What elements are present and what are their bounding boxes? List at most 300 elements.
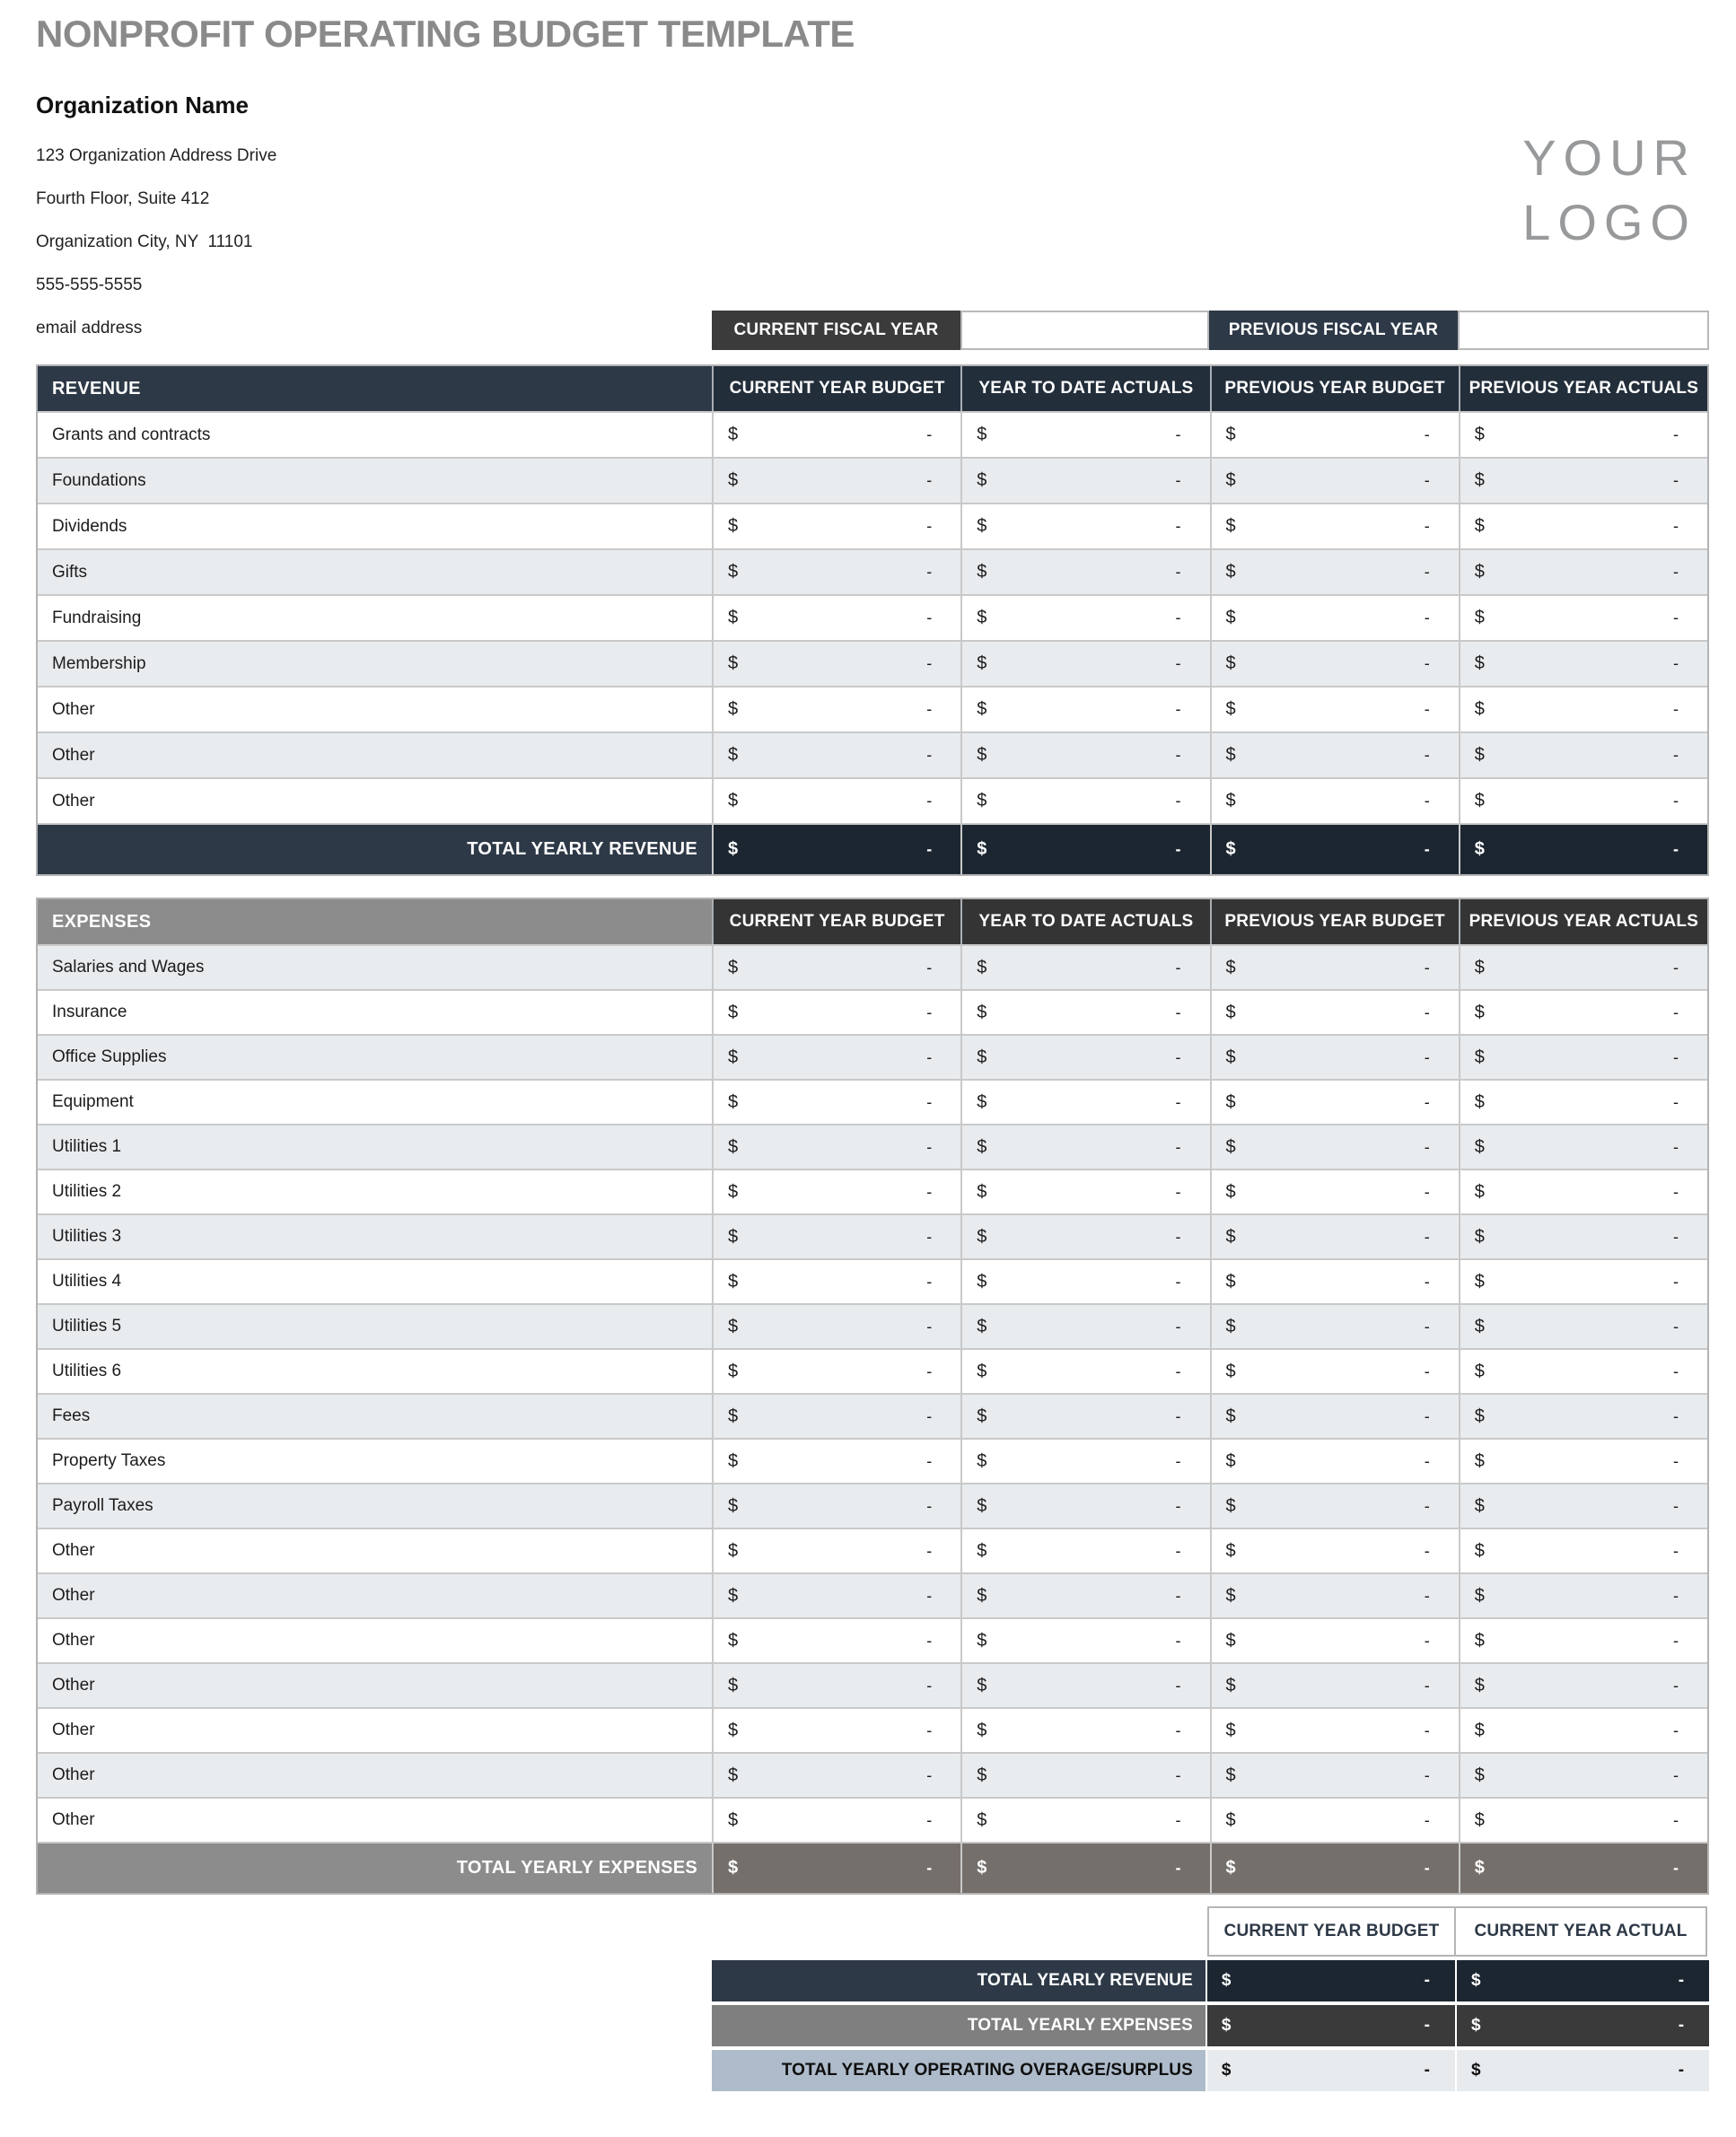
expenses-row-label: Other (52, 1676, 95, 1695)
amount-cell[interactable] (960, 1440, 1209, 1483)
empty-amount: - (1424, 1272, 1430, 1291)
amount-cell[interactable] (1210, 825, 1459, 874)
expenses-row-label: Equipment (52, 1092, 134, 1111)
empty-amount: - (1175, 1451, 1181, 1470)
empty-amount: - (1673, 1859, 1679, 1877)
amount-cell[interactable] (1210, 1081, 1459, 1124)
amount-cell[interactable] (960, 733, 1209, 777)
empty-amount: - (1673, 1631, 1679, 1650)
org-address-line: Fourth Floor, Suite 412 (36, 189, 210, 208)
amount-cell[interactable] (1459, 1844, 1707, 1893)
empty-amount: - (926, 654, 933, 672)
currency-symbol: $ (1474, 1226, 1485, 1247)
summary-row (712, 1960, 1709, 2001)
empty-amount: - (926, 1137, 933, 1156)
currency-symbol: $ (977, 562, 987, 582)
amount-cell[interactable] (712, 1350, 960, 1393)
column-header: YEAR TO DATE ACTUALS (960, 366, 1209, 411)
amount-cell[interactable] (1210, 504, 1459, 548)
currency-symbol: $ (977, 699, 987, 719)
expenses-row-label: Other (52, 1721, 95, 1739)
amount-cell[interactable] (712, 1664, 960, 1707)
empty-amount: - (1678, 1971, 1685, 1990)
amount-cell[interactable] (1457, 2050, 1709, 2091)
currency-symbol: $ (728, 562, 739, 582)
currency-symbol: $ (1474, 1809, 1485, 1830)
currency-symbol: $ (1225, 957, 1236, 977)
currency-symbol: $ (728, 1316, 739, 1336)
expenses-column-headers (712, 899, 1707, 944)
amount-cell[interactable] (1210, 642, 1459, 686)
currency-symbol: $ (1474, 1675, 1485, 1695)
currency-symbol: $ (728, 1540, 739, 1561)
revenue-row-label: Other (52, 745, 95, 765)
currency-symbol: $ (728, 1585, 739, 1606)
empty-amount: - (1424, 1586, 1430, 1605)
amount-cell[interactable] (1210, 1036, 1459, 1079)
empty-amount: - (926, 1631, 933, 1650)
amount-cell[interactable] (1210, 1395, 1459, 1438)
amount-cell[interactable] (712, 1395, 960, 1438)
currency-symbol: $ (977, 1361, 987, 1381)
amount-cell[interactable] (1459, 946, 1707, 989)
empty-amount: - (1175, 792, 1181, 810)
amount-cell[interactable] (1459, 688, 1707, 731)
currency-symbol: $ (1474, 562, 1485, 582)
amount-cell[interactable] (1459, 550, 1707, 594)
expenses-row-label: Fees (52, 1406, 91, 1425)
summary-column-headers (1207, 1906, 1709, 1957)
amount-cell[interactable] (960, 1709, 1209, 1752)
amount-cell[interactable] (960, 825, 1209, 874)
amount-cell[interactable] (1459, 991, 1707, 1034)
amount-cell[interactable] (712, 596, 960, 640)
amount-cell[interactable] (1210, 1619, 1459, 1662)
empty-amount: - (1175, 1721, 1181, 1739)
currency-symbol: $ (1225, 1047, 1236, 1067)
amount-cell[interactable] (712, 825, 960, 874)
amount-cell[interactable] (712, 779, 960, 823)
expenses-row-label: Utilities 2 (52, 1182, 122, 1201)
amount-cell[interactable] (1459, 779, 1707, 823)
empty-amount: - (1673, 654, 1679, 672)
amount-cell[interactable] (712, 946, 960, 989)
empty-amount: - (1424, 840, 1430, 858)
expenses-row (38, 1483, 1707, 1528)
revenue-row-label: Dividends (52, 516, 127, 536)
amount-cell[interactable] (1210, 733, 1459, 777)
amount-cell[interactable] (1459, 1036, 1707, 1079)
empty-amount: - (1424, 792, 1430, 810)
organization-name: Organization Name (36, 92, 249, 118)
currency-symbol: $ (1225, 1181, 1236, 1202)
currency-symbol: $ (1474, 791, 1485, 810)
empty-amount: - (1424, 1859, 1430, 1877)
amount-cell[interactable] (712, 1709, 960, 1752)
currency-symbol: $ (1474, 1136, 1485, 1157)
amount-cell[interactable] (1459, 596, 1707, 640)
currency-symbol: $ (1225, 1675, 1236, 1695)
empty-amount: - (1424, 2016, 1430, 2035)
amount-cell[interactable] (1459, 1754, 1707, 1797)
empty-amount: - (1673, 1451, 1679, 1470)
amount-cell[interactable] (1210, 1260, 1459, 1303)
amount-cell[interactable] (1207, 2005, 1455, 2046)
currency-symbol: $ (728, 1181, 739, 1202)
currency-symbol: $ (728, 1809, 739, 1830)
expenses-row-label: Utilities 6 (52, 1362, 122, 1380)
amount-cell[interactable] (1210, 1529, 1459, 1572)
amount-cell[interactable] (1210, 779, 1459, 823)
amount-cell[interactable] (1210, 1709, 1459, 1752)
expenses-row (38, 1752, 1707, 1797)
currency-symbol: $ (1474, 1858, 1485, 1878)
currency-symbol: $ (977, 1316, 987, 1336)
empty-amount: - (926, 517, 933, 535)
currency-symbol: $ (1474, 839, 1485, 859)
empty-amount: - (1175, 1317, 1181, 1336)
currency-symbol: $ (1225, 470, 1236, 490)
amount-cell[interactable] (960, 1081, 1209, 1124)
amount-cell[interactable] (1459, 1081, 1707, 1124)
amount-cell[interactable] (960, 1844, 1209, 1893)
amount-cell[interactable] (960, 1574, 1209, 1617)
expenses-row (38, 1662, 1707, 1707)
empty-amount: - (1175, 1092, 1181, 1111)
summary-row (712, 2050, 1709, 2091)
amount-cell[interactable] (1210, 1215, 1459, 1258)
amount-cell[interactable] (1210, 1170, 1459, 1213)
amount-cell[interactable] (712, 1215, 960, 1258)
amount-cell[interactable] (960, 459, 1209, 503)
amount-cell[interactable] (712, 1529, 960, 1572)
amount-cell[interactable] (960, 1754, 1209, 1797)
revenue-row (38, 640, 1707, 686)
column-header: CURRENT YEAR BUDGET (712, 899, 960, 944)
amount-cell[interactable] (712, 1485, 960, 1528)
amount-cell[interactable] (1210, 1754, 1459, 1797)
amount-cell[interactable] (712, 1081, 960, 1124)
empty-amount: - (1673, 609, 1679, 626)
amount-cell[interactable] (960, 1350, 1209, 1393)
empty-amount: - (1673, 1227, 1679, 1246)
revenue-total-cells (712, 825, 1707, 874)
currency-symbol: $ (1474, 1091, 1485, 1112)
expenses-total-cells (712, 1844, 1707, 1893)
empty-amount: - (1175, 1003, 1181, 1021)
amount-cell[interactable] (960, 991, 1209, 1034)
currency-symbol: $ (977, 1226, 987, 1247)
amount-cell[interactable] (712, 1754, 960, 1797)
currency-symbol: $ (1225, 1091, 1236, 1112)
amount-cell[interactable] (1210, 550, 1459, 594)
currency-symbol: $ (1225, 1136, 1236, 1157)
amount-cell[interactable] (712, 991, 960, 1034)
amount-cell[interactable] (1459, 1440, 1707, 1483)
amount-cell[interactable] (960, 1125, 1209, 1169)
currency-symbol: $ (1225, 1858, 1236, 1878)
amount-cell[interactable] (960, 642, 1209, 686)
amount-cell[interactable] (1207, 1960, 1455, 2001)
empty-amount: - (1175, 609, 1181, 626)
amount-cell[interactable] (960, 1529, 1209, 1572)
amount-cell[interactable] (1210, 1350, 1459, 1393)
empty-amount: - (1424, 2061, 1430, 2080)
amount-cell[interactable] (1210, 1125, 1459, 1169)
amount-cell[interactable] (712, 642, 960, 686)
currency-symbol: $ (1474, 1181, 1485, 1202)
empty-amount: - (926, 1859, 933, 1877)
amount-cell[interactable] (712, 459, 960, 503)
expenses-row-label: Other (52, 1765, 95, 1784)
logo-line-1: YOUR (1522, 129, 1697, 186)
empty-amount: - (1678, 2061, 1685, 2080)
currency-symbol: $ (977, 839, 987, 859)
currency-symbol: $ (1225, 699, 1236, 719)
empty-amount: - (926, 1765, 933, 1784)
amount-cell[interactable] (712, 688, 960, 731)
amount-cell[interactable] (1210, 1440, 1459, 1483)
amount-cell[interactable] (960, 946, 1209, 989)
amount-cell[interactable] (1459, 1574, 1707, 1617)
page-title: NONPROFIT OPERATING BUDGET TEMPLATE (36, 13, 855, 55)
amount-cell[interactable] (712, 1844, 960, 1893)
amount-cell[interactable] (960, 1395, 1209, 1438)
currency-symbol: $ (1474, 1720, 1485, 1740)
empty-amount: - (1175, 1137, 1181, 1156)
amount-cell[interactable] (1459, 1260, 1707, 1303)
currency-symbol: $ (728, 1002, 739, 1022)
currency-symbol: $ (1225, 1585, 1236, 1606)
currency-symbol: $ (728, 1858, 739, 1878)
revenue-row-label: Grants and contracts (52, 425, 211, 444)
expenses-row-label: Utilities 1 (52, 1137, 122, 1156)
amount-cell[interactable] (960, 779, 1209, 823)
amount-cell[interactable] (1459, 1125, 1707, 1169)
currency-symbol: $ (977, 1002, 987, 1022)
amount-cell[interactable] (712, 1125, 960, 1169)
amount-cell[interactable] (712, 1574, 960, 1617)
empty-amount: - (1424, 1496, 1430, 1515)
revenue-row-label: Other (52, 791, 95, 810)
org-address-line: 555-555-5555 (36, 276, 143, 294)
currency-symbol: $ (728, 1450, 739, 1471)
amount-cell[interactable] (1459, 1799, 1707, 1842)
amount-cell[interactable] (1459, 1395, 1707, 1438)
empty-amount: - (1673, 1317, 1679, 1336)
summary-table (712, 1906, 1709, 2091)
currency-symbol: $ (1225, 745, 1236, 765)
org-address-line: Organization City, NY 11101 (36, 232, 253, 251)
currency-symbol: $ (728, 1630, 739, 1651)
amount-cell[interactable] (960, 1036, 1209, 1079)
currency-symbol: $ (1474, 745, 1485, 765)
amount-cell[interactable] (960, 1305, 1209, 1348)
amount-cell[interactable] (1210, 1485, 1459, 1528)
amount-cell[interactable] (1210, 1574, 1459, 1617)
amount-cell[interactable] (1210, 1305, 1459, 1348)
currency-symbol: $ (1474, 425, 1485, 444)
empty-amount: - (1673, 1137, 1679, 1156)
previous-fiscal-year-input[interactable] (1458, 311, 1709, 350)
empty-amount: - (1673, 517, 1679, 535)
currency-symbol: $ (728, 1675, 739, 1695)
empty-amount: - (1673, 471, 1679, 489)
amount-cell[interactable] (960, 504, 1209, 548)
currency-symbol: $ (977, 608, 987, 627)
currency-symbol: $ (1225, 1540, 1236, 1561)
revenue-row-label: Membership (52, 653, 146, 673)
currency-symbol: $ (977, 1495, 987, 1516)
currency-symbol: $ (728, 699, 739, 719)
column-header: PREVIOUS YEAR BUDGET (1210, 366, 1459, 411)
amount-cell[interactable] (712, 550, 960, 594)
amount-cell[interactable] (1459, 825, 1707, 874)
empty-amount: - (926, 425, 933, 443)
expenses-row-label: Office Supplies (52, 1047, 167, 1066)
amount-cell[interactable] (712, 413, 960, 457)
amount-cell[interactable] (712, 1440, 960, 1483)
current-fiscal-year-input[interactable] (960, 311, 1209, 350)
currency-symbol: $ (1225, 1450, 1236, 1471)
amount-cell[interactable] (1210, 1844, 1459, 1893)
revenue-row (38, 548, 1707, 594)
amount-cell[interactable] (1457, 2005, 1709, 2046)
amount-cell[interactable] (712, 1619, 960, 1662)
empty-amount: - (926, 1451, 933, 1470)
amount-cell[interactable] (960, 688, 1209, 731)
empty-amount: - (1424, 517, 1430, 535)
column-header: PREVIOUS YEAR ACTUALS (1459, 899, 1707, 944)
empty-amount: - (1673, 1676, 1679, 1695)
currency-symbol: $ (728, 1136, 739, 1157)
revenue-column-headers (712, 366, 1707, 411)
amount-cell[interactable] (1210, 688, 1459, 731)
empty-amount: - (1673, 840, 1679, 858)
amount-cell[interactable] (1459, 642, 1707, 686)
amount-cell[interactable] (960, 1799, 1209, 1842)
currency-symbol: $ (728, 839, 739, 859)
amount-cell[interactable] (1459, 459, 1707, 503)
amount-cell[interactable] (1459, 1170, 1707, 1213)
currency-symbol: $ (1225, 1361, 1236, 1381)
currency-symbol: $ (977, 470, 987, 490)
empty-amount: - (1424, 1541, 1430, 1560)
amount-cell[interactable] (960, 1485, 1209, 1528)
currency-symbol: $ (1474, 957, 1485, 977)
currency-symbol: $ (977, 1585, 987, 1606)
empty-amount: - (1175, 1810, 1181, 1829)
fiscal-year-row (712, 311, 1709, 350)
empty-amount: - (1424, 1721, 1430, 1739)
revenue-row-label: Other (52, 699, 95, 719)
empty-amount: - (1175, 1859, 1181, 1877)
amount-cell[interactable] (712, 1036, 960, 1079)
empty-amount: - (1424, 1137, 1430, 1156)
amount-cell[interactable] (1207, 2050, 1455, 2091)
amount-cell[interactable] (1210, 596, 1459, 640)
revenue-row (38, 503, 1707, 548)
empty-amount: - (1424, 1810, 1430, 1829)
expenses-section-label: EXPENSES (38, 899, 712, 944)
amount-cell[interactable] (1459, 733, 1707, 777)
empty-amount: - (1673, 1810, 1679, 1829)
amount-cell[interactable] (1210, 991, 1459, 1034)
amount-cell[interactable] (960, 550, 1209, 594)
expenses-row-label: Salaries and Wages (52, 958, 205, 977)
amount-cell[interactable] (1459, 1305, 1707, 1348)
amount-cell[interactable] (712, 1170, 960, 1213)
your-logo-placeholder (1522, 126, 1697, 255)
column-header: PREVIOUS YEAR BUDGET (1210, 899, 1459, 944)
amount-cell[interactable] (1210, 459, 1459, 503)
empty-amount: - (926, 1496, 933, 1515)
amount-cell[interactable] (1459, 504, 1707, 548)
amount-cell[interactable] (1459, 1215, 1707, 1258)
amount-cell[interactable] (1459, 1664, 1707, 1707)
amount-cell[interactable] (1210, 1664, 1459, 1707)
amount-cell[interactable] (712, 504, 960, 548)
empty-amount: - (1424, 1092, 1430, 1111)
summary-rows (712, 1960, 1709, 2091)
expenses-row-label: Other (52, 1586, 95, 1605)
amount-cell[interactable] (1459, 1485, 1707, 1528)
amount-cell[interactable] (960, 1170, 1209, 1213)
empty-amount: - (1673, 1406, 1679, 1425)
amount-cell[interactable] (960, 1215, 1209, 1258)
amount-cell[interactable] (960, 1260, 1209, 1303)
empty-amount: - (926, 1810, 933, 1829)
amount-cell[interactable] (960, 1619, 1209, 1662)
empty-amount: - (926, 609, 933, 626)
amount-cell[interactable] (1459, 1350, 1707, 1393)
column-header: PREVIOUS YEAR ACTUALS (1459, 366, 1707, 411)
currency-symbol: $ (977, 957, 987, 977)
currency-symbol: $ (1474, 1406, 1485, 1426)
amount-cell[interactable] (1459, 1709, 1707, 1752)
currency-symbol: $ (1225, 1630, 1236, 1651)
amount-cell[interactable] (1210, 946, 1459, 989)
empty-amount: - (1673, 1272, 1679, 1291)
currency-symbol: $ (1225, 1316, 1236, 1336)
amount-cell[interactable] (712, 1305, 960, 1348)
amount-cell[interactable] (712, 1799, 960, 1842)
amount-cell[interactable] (960, 413, 1209, 457)
currency-symbol: $ (728, 470, 739, 490)
empty-amount: - (1424, 1362, 1430, 1380)
amount-cell[interactable] (1457, 1960, 1709, 2001)
amount-cell[interactable] (1459, 413, 1707, 457)
amount-cell[interactable] (960, 1664, 1209, 1707)
empty-amount: - (1175, 517, 1181, 535)
currency-symbol: $ (728, 608, 739, 627)
empty-amount: - (926, 1362, 933, 1380)
empty-amount: - (1424, 1765, 1430, 1784)
amount-cell[interactable] (1459, 1619, 1707, 1662)
summary-row (712, 2005, 1709, 2046)
currency-symbol: $ (1474, 1495, 1485, 1516)
currency-symbol: $ (1474, 516, 1485, 536)
column-header: CURRENT YEAR BUDGET (712, 366, 960, 411)
amount-cell[interactable] (960, 596, 1209, 640)
org-address-line: email address (36, 319, 143, 337)
amount-cell[interactable] (1459, 1529, 1707, 1572)
amount-cell[interactable] (1210, 413, 1459, 457)
amount-cell[interactable] (1210, 1799, 1459, 1842)
amount-cell[interactable] (712, 1260, 960, 1303)
empty-amount: - (1424, 1227, 1430, 1246)
amount-cell[interactable] (712, 733, 960, 777)
